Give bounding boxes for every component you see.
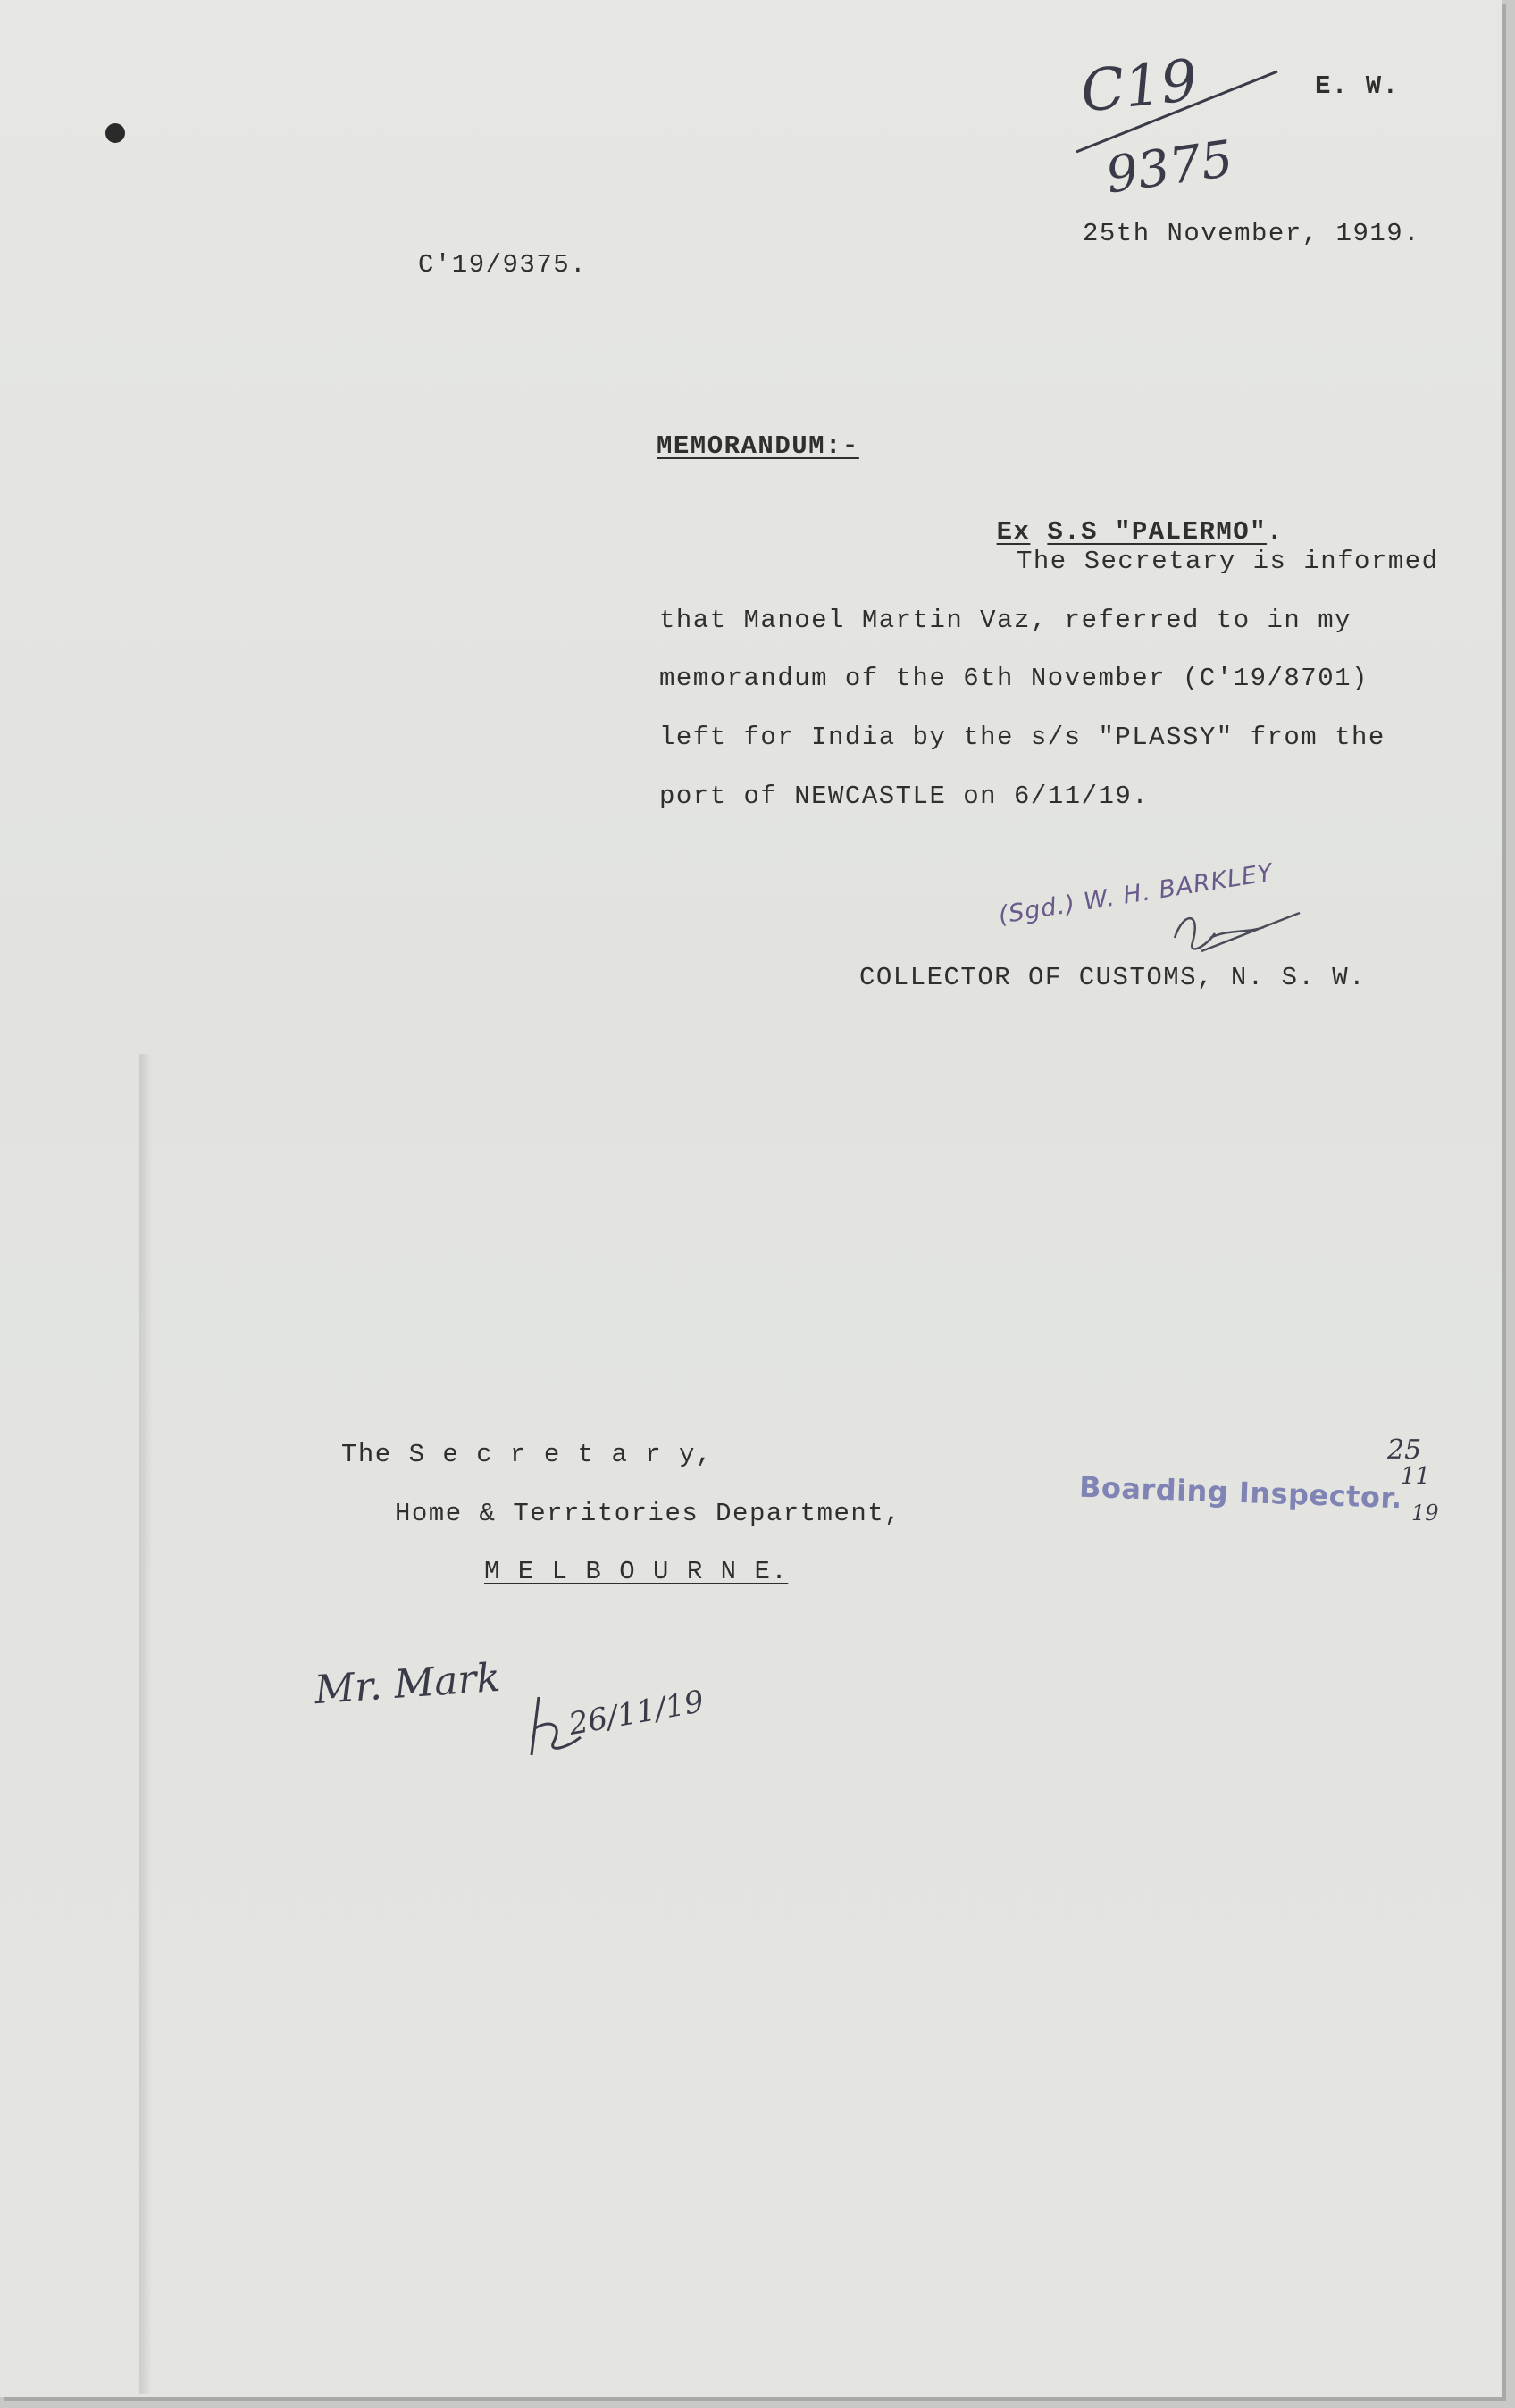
boarding-inspector-stamp: Boarding Inspector. — [1078, 1469, 1403, 1516]
handwritten-annotation: Mr. Mark — [313, 1654, 502, 1714]
boarding-note-mid: 11 — [1401, 1463, 1431, 1490]
memo-line: that Manoel Martin Vaz, referred to in my — [659, 606, 1352, 635]
memo-line: memorandum of the 6th November (C'19/8701) — [659, 664, 1369, 693]
annotation-date: 26/11/19 — [565, 1684, 707, 1743]
memo-date: 25th November, 1919. — [1083, 219, 1421, 248]
subject-suffix: . — [1267, 517, 1284, 547]
address-city: M E L B O U R N E. — [484, 1557, 789, 1586]
memo-title: MEMORANDUM:- — [657, 431, 859, 461]
signature-stamp: (Sgd.) W. H. BARKLEY — [996, 858, 1276, 930]
handwritten-file-number-bottom: 9375 — [1102, 130, 1237, 205]
reference-number: C'19/9375. — [418, 250, 588, 280]
address-line: The S e c r e t a r y, — [341, 1440, 713, 1469]
memo-line: The Secretary is informed — [1017, 547, 1439, 576]
punch-mark — [105, 123, 125, 143]
initials-signature — [1166, 902, 1309, 965]
boarding-note-bottom: 19 — [1411, 1501, 1439, 1526]
subject-ship: S.S "PALERMO" — [1047, 517, 1268, 547]
signature-title: COLLECTOR OF CUSTOMS, N. S. W. — [859, 963, 1367, 992]
address-line: Home & Territories Department, — [395, 1499, 902, 1528]
memo-line: port of NEWCASTLE on 6/11/19. — [659, 782, 1150, 811]
handwritten-file-number-top: C19 — [1077, 47, 1201, 126]
initials: E. W. — [1315, 71, 1400, 101]
paper-fold — [139, 1054, 152, 2394]
subject-prefix: Ex — [996, 517, 1031, 547]
boarding-note-top: 25 — [1387, 1434, 1422, 1466]
memo-line: left for India by the s/s "PLASSY" from the — [659, 723, 1385, 752]
